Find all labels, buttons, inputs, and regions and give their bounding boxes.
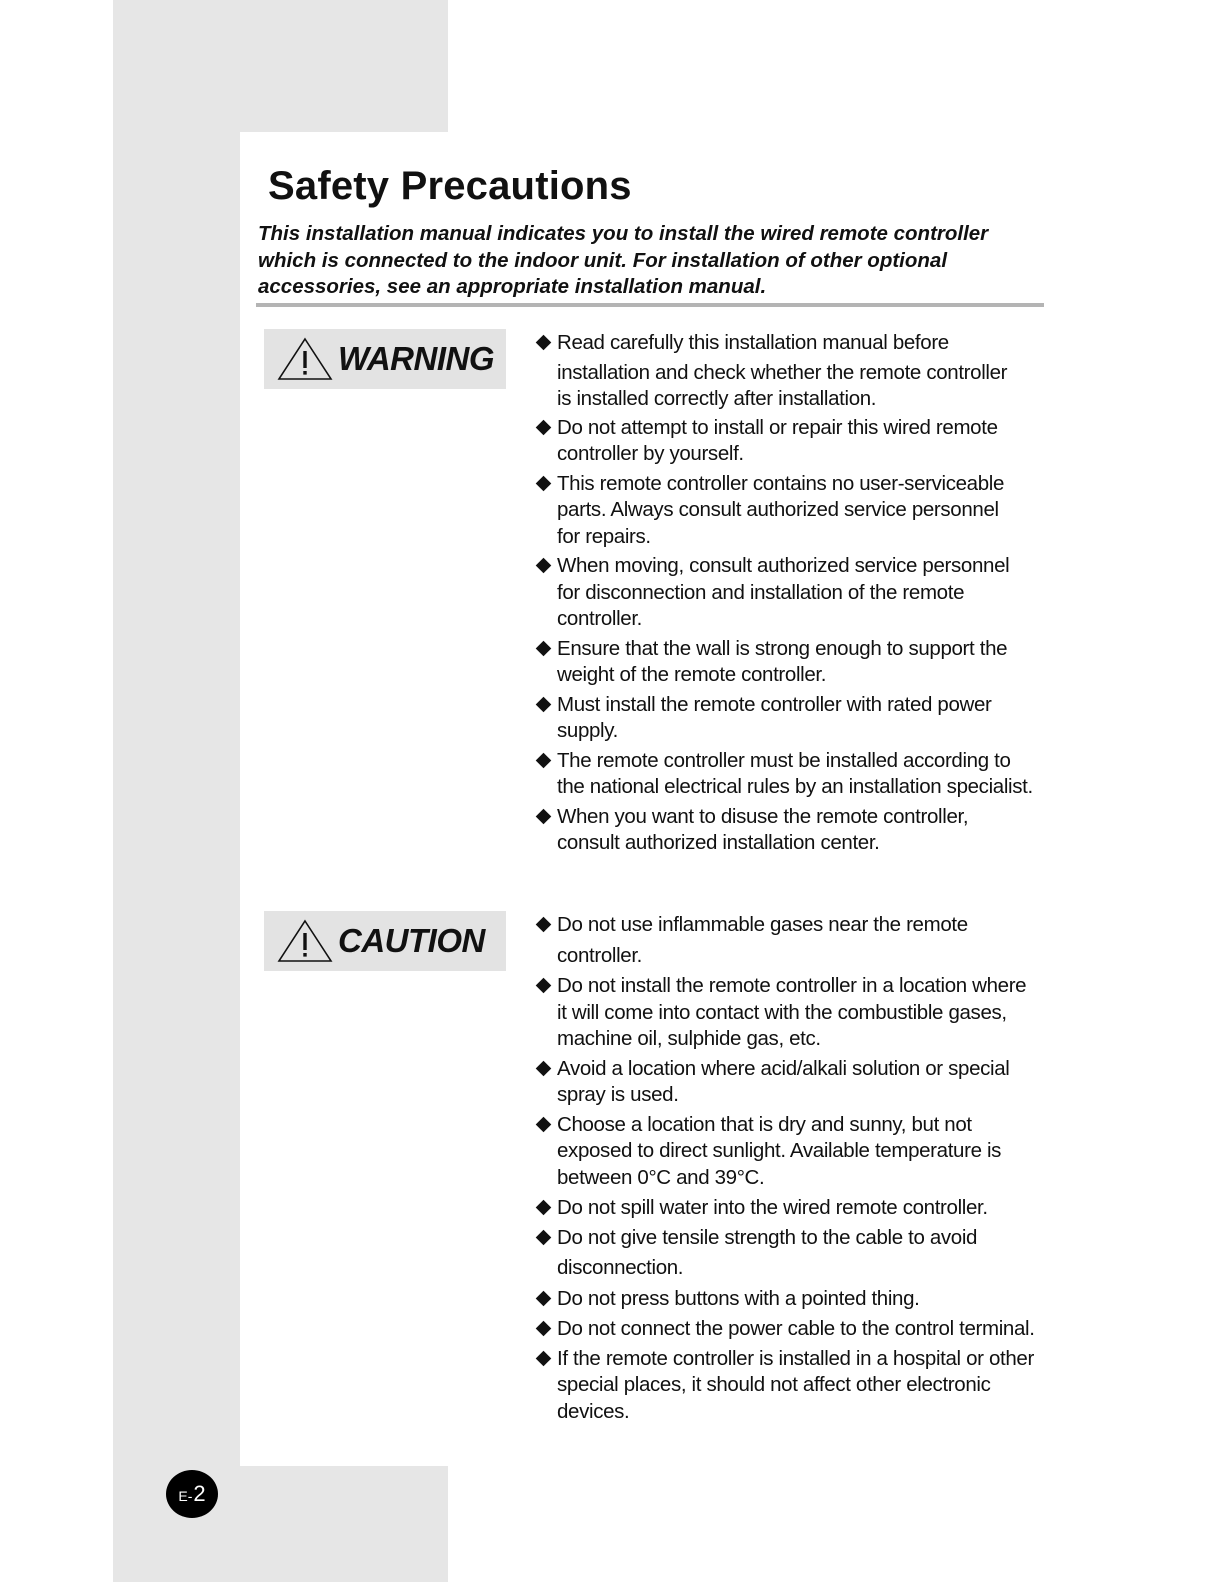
list-item [537,1056,1057,1109]
intro-line: which is connected to the indoor unit. For installation of other optional [258,248,948,272]
list-item [537,1286,1057,1313]
item-line: Ensure that the wall is strong enough to support the [557,636,1008,660]
diamond-bullet-icon [536,335,552,351]
warning-triangle-icon [276,336,334,382]
page-title: Safety Precautions [268,164,632,208]
item-line: the national electrical rules by an installation specialist. [557,775,1033,798]
diamond-bullet-icon [536,419,552,435]
list-item [537,1195,1057,1222]
item-line: installation and check whether the remote controller [557,360,1008,384]
item-line: consult authorized installation center. [557,831,880,854]
item-line: controller. [557,943,643,967]
item-line: Read carefully this installation manual before [557,331,949,354]
list-item [537,1316,1057,1343]
item-line: The remote controller must be installed according to [557,748,1011,772]
item-line: supply. [557,719,618,742]
item-line: Do not install the remote controller in a location where [557,974,1027,997]
item-line: When moving, consult authorized service personnel [557,554,1010,577]
caution-label [264,911,506,971]
caution-label-text: CAUTION [338,922,485,959]
diamond-bullet-icon [536,1060,552,1076]
diamond-bullet-icon [536,1116,552,1132]
intro-line: accessories, see an appropriate installation manual. [258,275,767,298]
list-item [537,330,1057,413]
diamond-bullet-icon [536,917,552,933]
section-divider [256,303,1044,307]
intro-line: This installation manual indicates you to install the wired remote controller [258,222,989,245]
list-item [537,748,1057,801]
item-line: devices. [557,1399,630,1423]
caution-triangle-icon [276,918,334,964]
item-line: When you want to disuse the remote controller, [557,804,969,828]
item-line: Do not spill water into the wired remote controller. [557,1196,988,1219]
caution-list [537,912,1057,1425]
item-line: This remote controller contains no user-serviceable [557,471,1005,495]
list-item [537,1112,1057,1192]
background-band-bottom [113,1466,448,1582]
diamond-bullet-icon [536,752,552,768]
item-line: Do not give tensile strength to the cable to avoid [557,1225,978,1249]
item-line: for disconnection and installation of the remote [557,580,965,604]
item-line: machine oil, sulphide gas, etc. [557,1027,821,1050]
diamond-bullet-icon [536,1350,552,1366]
item-line: Do not press buttons with a pointed thing. [557,1286,920,1310]
page-number: 2 [193,1481,206,1506]
item-line: controller. [557,607,643,630]
list-item [537,1346,1057,1426]
item-line: spray is used. [557,1083,679,1106]
diamond-bullet-icon [536,1290,552,1306]
item-line: Do not connect the power cable to the control terminal. [557,1317,1035,1340]
item-line: parts. Always consult authorized service personnel [557,498,999,521]
item-line: disconnection. [557,1256,684,1279]
list-item [537,553,1057,633]
item-line: Choose a location that is dry and sunny, but not [557,1112,972,1136]
list-item [537,471,1057,551]
item-line: Do not use inflammable gases near the remote [557,913,968,936]
item-line: it will come into contact with the combustible gases, [557,1000,1007,1024]
list-item [537,1225,1057,1282]
item-line: Avoid a location where acid/alkali solution or special [557,1056,1010,1080]
item-line: Do not attempt to install or repair this wired remote [557,415,998,439]
list-item [537,804,1057,857]
background-band-left [113,0,240,1582]
intro-paragraph [258,221,1048,301]
diamond-bullet-icon [536,808,552,824]
diamond-bullet-icon [536,1321,552,1337]
warning-label-text: WARNING [338,340,494,377]
list-item [537,912,1057,969]
item-line: exposed to direct sunlight. Available temperature is [557,1139,1002,1162]
item-line: Must install the remote controller with rated power [557,692,992,716]
diamond-bullet-icon [536,558,552,574]
diamond-bullet-icon [536,978,552,994]
warning-label [264,329,506,389]
item-line: controller by yourself. [557,442,744,465]
diamond-bullet-icon [536,1200,552,1216]
list-item [537,692,1057,745]
list-item [537,973,1057,1053]
page-number-badge [166,1470,218,1518]
warning-list [537,330,1057,857]
item-line: for repairs. [557,524,651,548]
page-prefix: E- [178,1487,193,1504]
list-item [537,636,1057,689]
list-item [537,415,1057,468]
diamond-bullet-icon [536,475,552,491]
diamond-bullet-icon [536,696,552,712]
item-line: is installed correctly after installation. [557,387,877,410]
item-line: If the remote controller is installed in a hospital or other [557,1346,1034,1370]
diamond-bullet-icon [536,1229,552,1245]
item-line: weight of the remote controller. [557,663,827,686]
item-line: special places, it should not affect other electronic [557,1373,991,1396]
diamond-bullet-icon [536,640,552,656]
item-line: between 0°C and 39°C. [557,1165,765,1189]
